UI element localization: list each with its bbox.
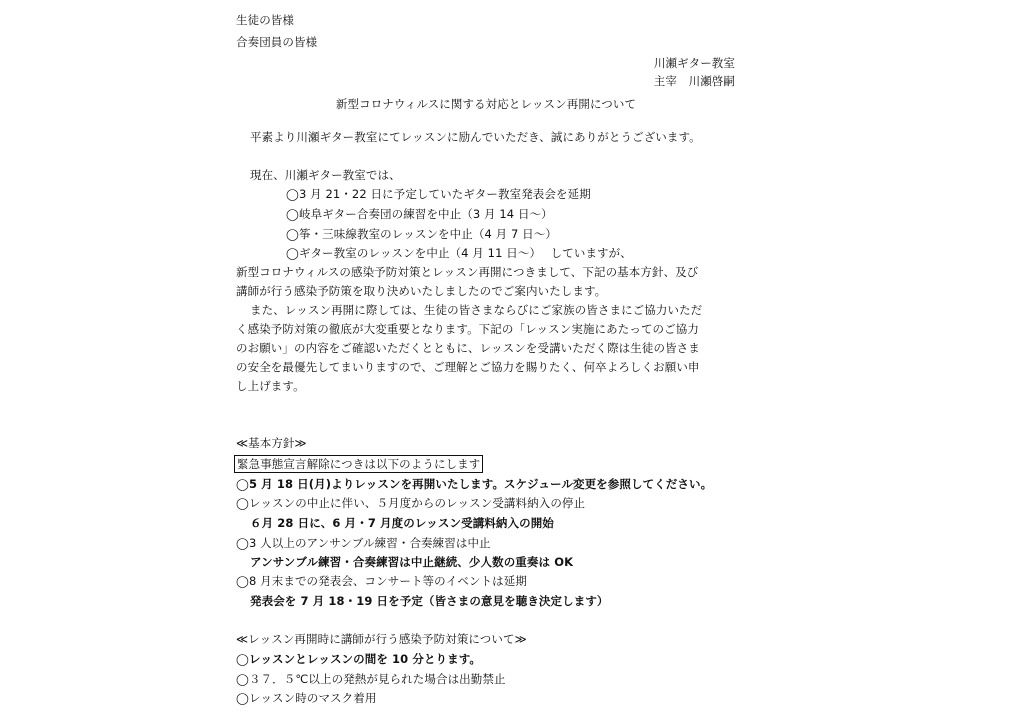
policy-line: 発表会を 7 月 18・19 日を予定（皆さまの意見を聴き決定します） (250, 594, 609, 608)
addressee-students: 生徒の皆様 (236, 13, 294, 27)
paragraph-line: 新型コロナウィルスの感染予防対策とレッスン再開につきまして、下記の基本方針、及び (236, 265, 699, 279)
current-item: ◯ギター教室のレッスンを中止（4 月 11 日～） していますが、 (286, 246, 632, 260)
sender-person: 主宰 川瀬啓嗣 (653, 74, 735, 88)
policy-line: ◯レッスンの中止に伴い、５月度からのレッスン受講料納入の停止 (236, 496, 586, 510)
policy-line: ◯5 月 18 日(月)よりレッスンを再開いたします。スケジュール変更を参照してください。 (236, 477, 713, 491)
addressee-ensemble: 合奏団員の皆様 (236, 35, 318, 49)
sender-organization: 川瀬ギター教室 (653, 56, 735, 70)
instructor-measures-heading: ≪レッスン再開時に講師が行う感染予防対策について≫ (236, 632, 527, 646)
paragraph-line: の安全を最優先してまいりますので、ご理解とご協力を賜りたく、何卒よろしくお願い申 (236, 360, 700, 374)
policy-line: ６月 28 日に、6 月・7 月度のレッスン受講料納入の開始 (250, 516, 554, 530)
current-status-intro: 現在、川瀬ギター教室では、 (250, 168, 401, 182)
paragraph-line: のお願い」の内容をご確認いただくとともに、レッスンを受講いただく際は生徒の皆さま (236, 341, 700, 355)
policy-heading: ≪基本方針≫ (236, 436, 307, 450)
instructor-measure-line: ◯レッスン時のマスク着用 (236, 691, 377, 705)
current-item: ◯岐阜ギター合奏団の練習を中止（3 月 14 日～） (286, 207, 553, 221)
paragraph-line: また、レッスン再開に際しては、生徒の皆さまならびにご家族の皆さまにご協力いただ (250, 303, 703, 317)
instructor-measure-line: ◯３７．５℃以上の発熱が見られた場合は出勤禁止 (236, 672, 506, 686)
policy-line: アンサンブル練習・合奏練習は中止継続、少人数の重奏は OK (250, 555, 574, 569)
policy-line: ◯8 月末までの発表会、コンサート等のイベントは延期 (236, 574, 527, 588)
current-item: ◯3 月 21・22 日に予定していたギター教室発表会を延期 (286, 187, 591, 201)
paragraph-line: 講師が行う感染予防策を取り決めいたしましたのでご案内いたします。 (236, 284, 607, 298)
instructor-measure-line: ◯レッスンとレッスンの間を 10 分とります。 (236, 652, 482, 666)
current-item: ◯筝・三味線教室のレッスンを中止（4 月 7 日～） (286, 227, 557, 241)
paragraph-line: く感染予防対策の徹底が大変重要となります。下記の「レッスン実施にあたってのご協力 (236, 322, 699, 336)
paragraph-line: し上げます。 (236, 379, 305, 393)
policy-line: ◯3 人以上のアンサンブル練習・合奏練習は中止 (236, 536, 491, 550)
policy-boxed-note: 緊急事態宣言解除につきは以下のようにします (234, 455, 483, 473)
greeting-line: 平素より川瀬ギター教室にてレッスンに励んでいただき、誠にありがとうございます。 (250, 130, 701, 144)
document-title: 新型コロナウィルスに関する対応とレッスン再開について (335, 97, 637, 111)
